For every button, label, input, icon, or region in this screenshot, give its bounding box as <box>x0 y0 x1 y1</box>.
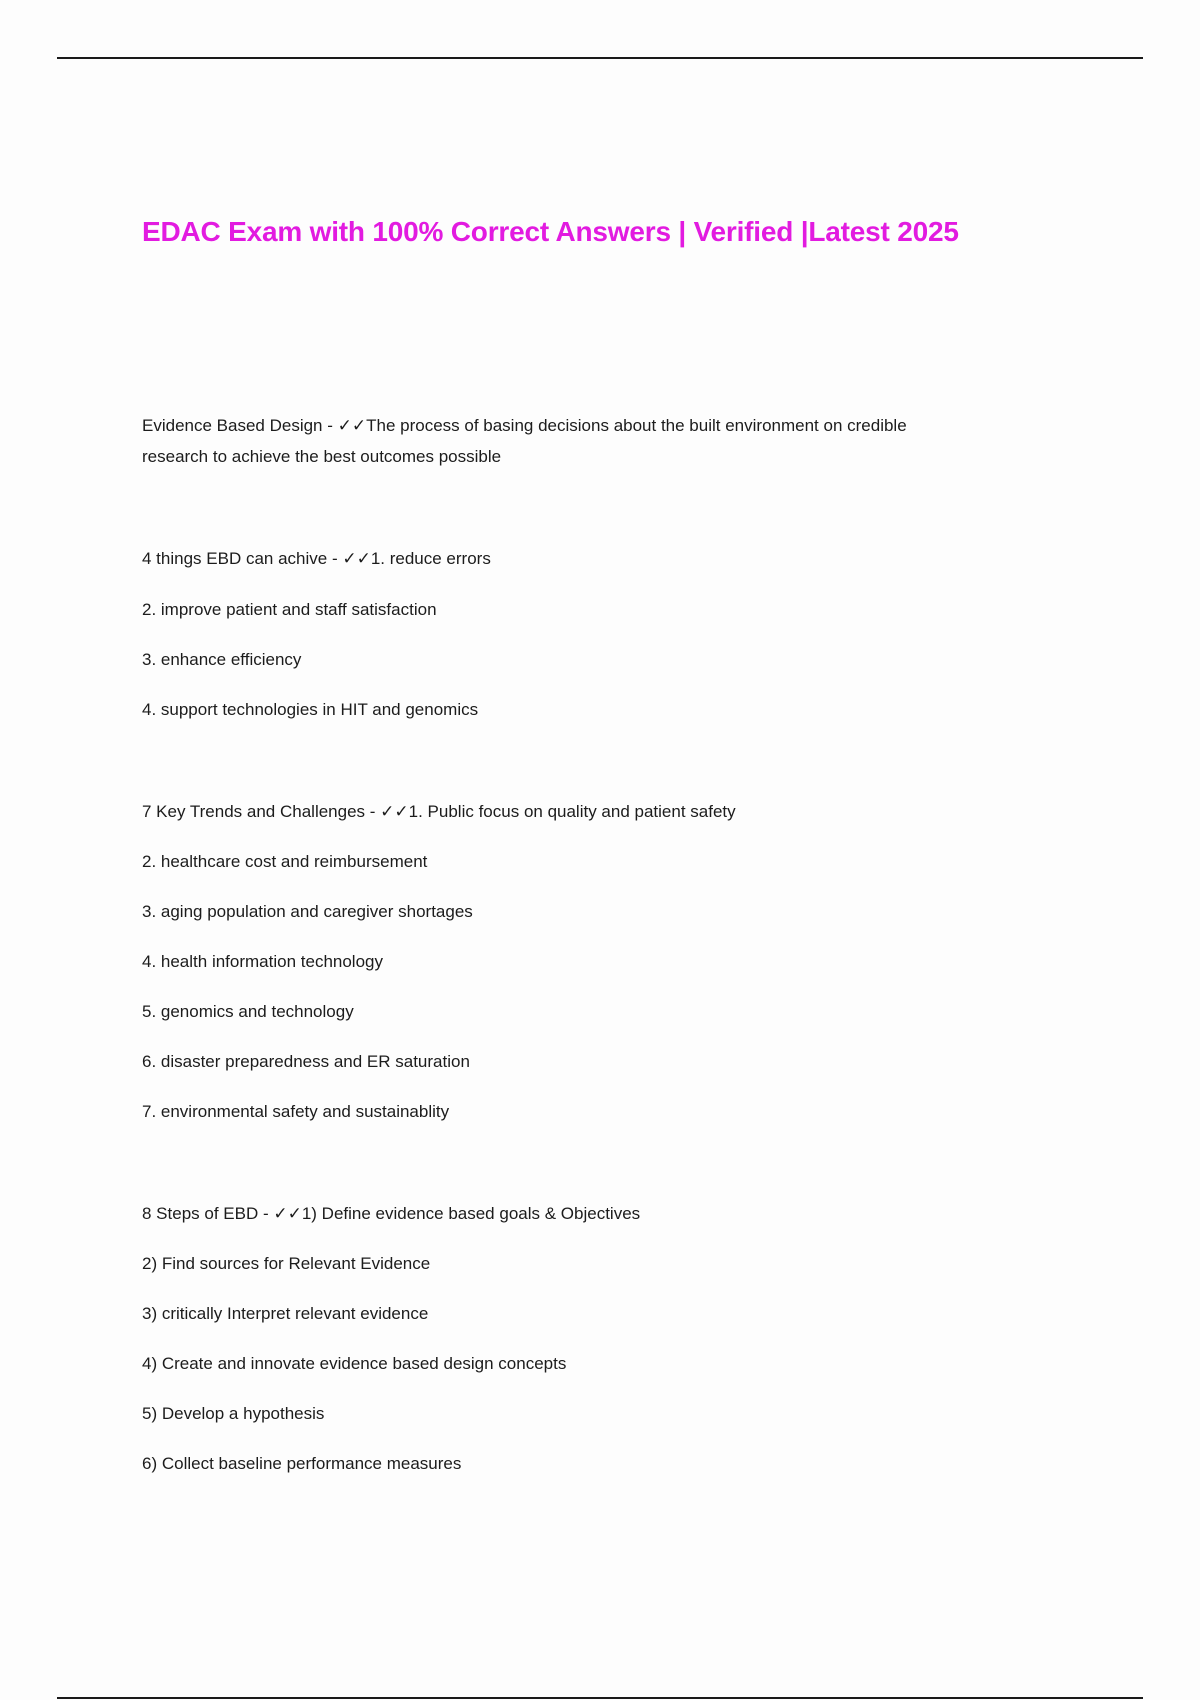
list-item: 4) Create and innovate evidence based design concepts <box>142 1354 567 1373</box>
list-item: 2. improve patient and staff satisfaction <box>142 600 437 619</box>
entry-ebd-achievements <box>142 543 491 575</box>
list-item: 3) critically Interpret relevant evidence <box>142 1304 429 1323</box>
list-item: 7. environmental safety and sustainablity <box>142 1102 450 1121</box>
entry-key-trends <box>142 796 736 828</box>
entry-term: Evidence Based Design - <box>142 416 338 435</box>
check-mark-icon: ✓✓ <box>342 549 371 569</box>
header-rule <box>57 57 1143 59</box>
entry-term: 7 Key Trends and Challenges - <box>142 802 381 821</box>
entry-term: 8 Steps of EBD - <box>142 1204 274 1223</box>
entry-answer: 1. reduce errors <box>370 549 491 568</box>
entry-evidence-based-design <box>142 410 907 442</box>
entry-answer: 1. Public focus on quality and patient safety <box>408 802 736 821</box>
footer-rule <box>57 1697 1143 1699</box>
list-item: 6. disaster preparedness and ER saturation <box>142 1052 470 1071</box>
list-item: 6) Collect baseline performance measures <box>142 1454 462 1473</box>
list-item: 2. healthcare cost and reimbursement <box>142 852 428 871</box>
entry-term: 4 things EBD can achive - <box>142 549 343 568</box>
list-item: 2) Find sources for Relevant Evidence <box>142 1254 431 1273</box>
check-mark-icon: ✓✓ <box>273 1204 302 1224</box>
entry-answer: 1) Define evidence based goals & Objectives <box>301 1204 641 1223</box>
check-mark-icon: ✓✓ <box>337 416 367 436</box>
entry-answer: The process of basing decisions about the built environment on credible <box>366 416 907 435</box>
check-mark-icon: ✓✓ <box>380 802 409 822</box>
list-item: 3. aging population and caregiver shortages <box>142 902 473 921</box>
entry-ebd-steps <box>142 1198 640 1230</box>
list-item: 5) Develop a hypothesis <box>142 1404 325 1423</box>
list-item: 3. enhance efficiency <box>142 650 302 669</box>
document-title: EDAC Exam with 100% Correct Answers | Verified |Latest 2025 <box>142 216 959 247</box>
list-item: 4. health information technology <box>142 952 383 971</box>
entry-answer-continued: research to achieve the best outcomes possible <box>142 447 502 466</box>
list-item: 5. genomics and technology <box>142 1002 354 1021</box>
list-item: 4. support technologies in HIT and genomics <box>142 700 479 719</box>
